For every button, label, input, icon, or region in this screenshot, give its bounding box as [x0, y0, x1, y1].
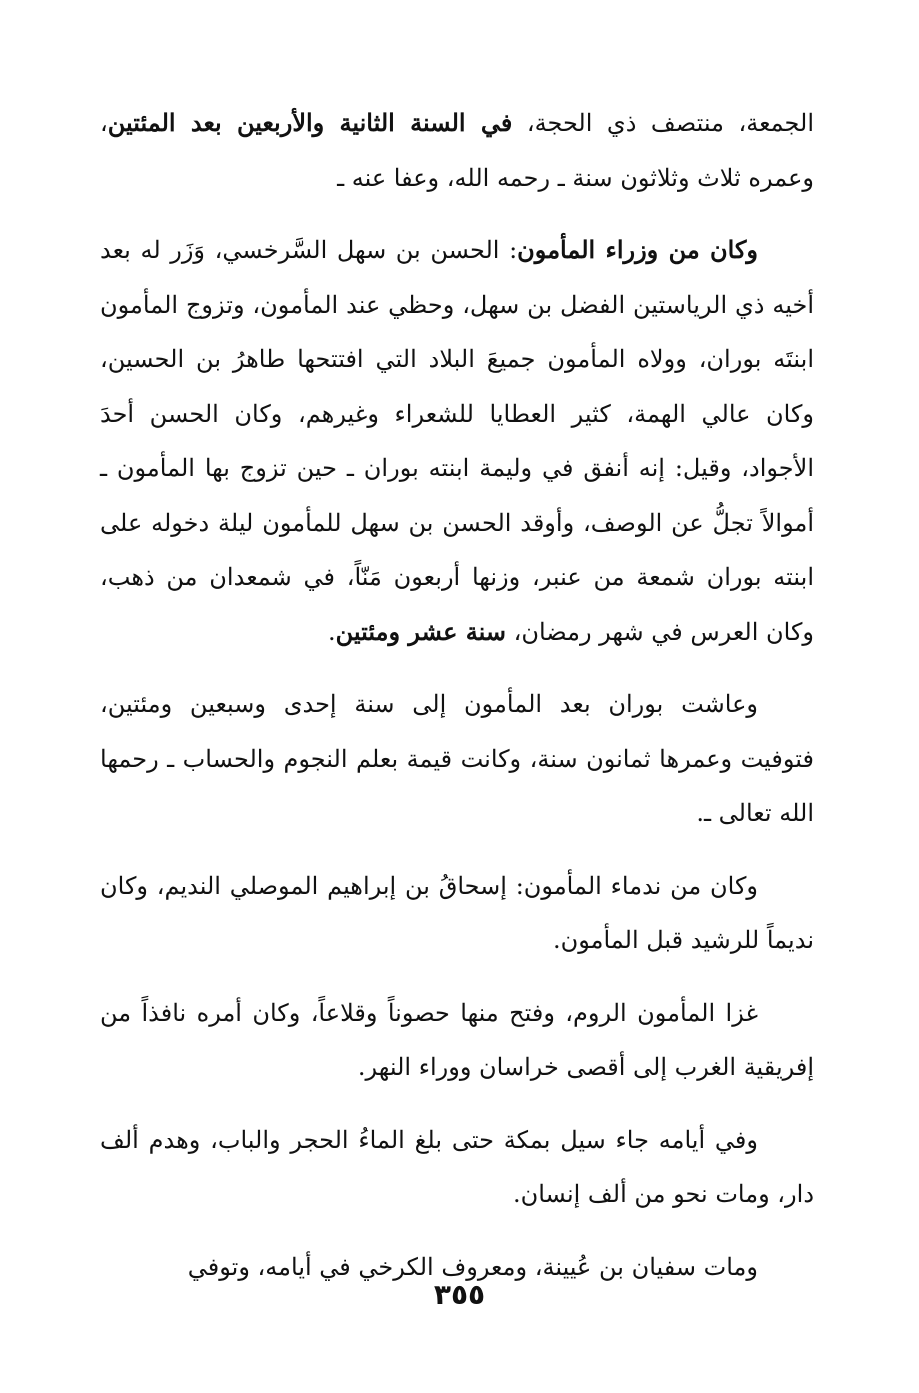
page-body: [100, 96, 814, 1312]
paragraph-6: [100, 1113, 814, 1222]
text-segment: وفي أيامه جاء سيل بمكة حتى بلغ الماءُ الحجر والباب، وهدم ألف دار، ومات نحو من ألف إنسان.: [100, 1125, 814, 1208]
bold-text-segment: في السنة الثانية والأربعين بعد المئتين: [107, 108, 513, 137]
text-segment: : الحسن بن سهل السَّرخسي، وَزَر له بعد أخيه ذي الرياستين الفضل بن سهل، وحظي عند المأمون، وتزوج المأمون ابنتَه بوران، وولاه المأمون جميعَ البلاد التي افتتحها طاهرُ بن الحسين، وكان عالي الهمة، كثير العطايا للشعراء وغيرهم، وكان الحسن أحدَ الأجواد، وقيل: إنه أنفق في وليمة ابنته بوران ـ حين تزوج بها المأمون ـ أموالاً تجلُّ عن الوصف، وأوقد الحسن بن سهل للمأمون ليلة دخوله على ابنته بوران شمعة من عنبر، وزنها أربعون مَنّاً، في شمعدان من ذهب، وكان العرس في شهر رمضان،: [100, 236, 814, 646]
paragraph-3: [100, 677, 814, 841]
text-segment: وكان من ندماء المأمون: إسحاقُ بن إبراهيم الموصلي النديم، وكان نديماً للرشيد قبل المأمون.: [100, 871, 814, 954]
text-segment: وعاشت بوران بعد المأمون إلى سنة إحدى وسبعين ومئتين، فتوفيت وعمرها ثمانون سنة، وكانت قيمة بعلم النجوم والحساب ـ رحمها الله تعالى ـ.: [100, 690, 814, 827]
text-segment: ومات سفيان بن عُيينة، ومعروف الكرخي في أيامه، وتوفي: [187, 1252, 758, 1281]
text-segment: الجمعة، منتصف ذي الحجة،: [512, 109, 814, 137]
page-number: ٣٥٥: [433, 1278, 486, 1311]
bold-text-segment: وكان من وزراء المأمون: [517, 235, 758, 264]
text-segment: غزا المأمون الروم، وفتح منها حصوناً وقلاعاً، وكان أمره نافذاً من إفريقية الغرب إلى أقصى خراسان ووراء النهر.: [100, 998, 814, 1081]
paragraph-2: [100, 223, 814, 659]
paragraph-1: [100, 96, 814, 205]
paragraph-5: [100, 986, 814, 1095]
bold-text-segment: سنة عشر ومئتين: [335, 616, 506, 646]
paragraph-4: [100, 859, 814, 968]
text-segment: .: [327, 617, 336, 646]
text-segment: ، وعمره ثلاث وثلاثون سنة ـ رحمه الله، وعفا عنه ـ: [100, 109, 814, 192]
